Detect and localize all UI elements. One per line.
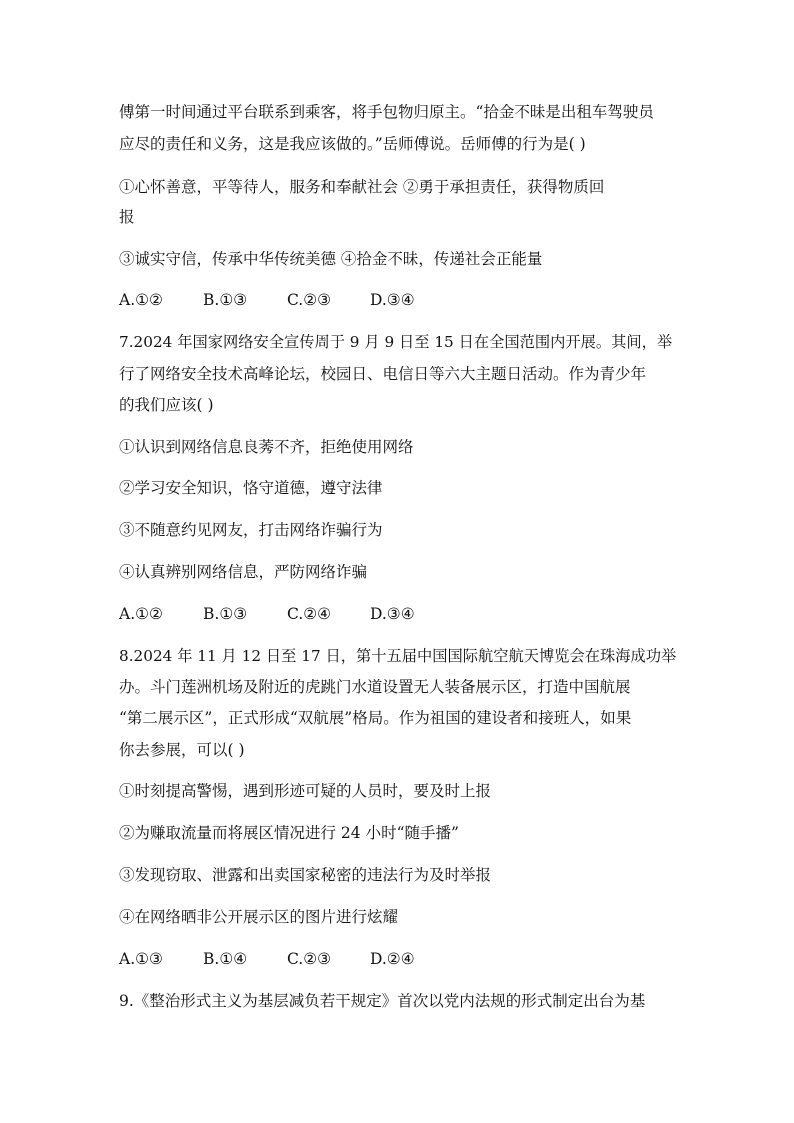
q6-option-d[interactable]: D.③④ — [370, 291, 415, 309]
q6-stem-line-2: 应尽的责任和义务，这是我应该做的。”岳师傅说。岳师傅的行为是( ) — [119, 135, 586, 153]
q9-stem-line-1: 9.《整治形式主义为基层减负若干规定》首次以党内法规的形式制定出台为基 — [119, 992, 646, 1010]
q8-options — [119, 948, 415, 970]
q6-item-line-3: ③诚实守信，传承中华传统美德 ④拾金不昧，传递社会正能量 — [119, 250, 543, 268]
q7-option-d[interactable]: D.③④ — [370, 605, 415, 623]
q8-option-a[interactable]: A.①③ — [119, 950, 163, 968]
q8-stem-line-3: “第二展示区”，正式形成“双航展”格局。作为祖国的建设者和接班人，如果 — [119, 709, 632, 727]
q6-option-b[interactable]: B.①③ — [203, 291, 248, 309]
q7-stem-line-3: 的我们应该( ) — [119, 396, 214, 414]
q7-stem-line-2: 行了网络安全技术高峰论坛，校园日、电信日等六大主题日活动。作为青少年 — [119, 365, 647, 383]
q8-stem-line-2: 办。斗门莲洲机场及附近的虎跳门水道设置无人装备展示区，打造中国航展 — [119, 678, 631, 696]
q7-item-line-4: ④认真辨别网络信息，严防网络诈骗 — [119, 563, 368, 581]
q8-item-line-4: ④在网络晒非公开展示区的图片进行炫耀 — [119, 908, 399, 926]
q8-option-b[interactable]: B.①④ — [203, 950, 248, 968]
q6-item-line-2: 报 — [119, 208, 135, 226]
q6-options — [119, 289, 415, 311]
q8-option-d[interactable]: D.②④ — [370, 950, 415, 968]
q7-option-b[interactable]: B.①③ — [203, 605, 248, 623]
q8-stem-line-4: 你去参展，可以( ) — [119, 741, 245, 759]
q7-item-line-3: ③不随意约见网友，打击网络诈骗行为 — [119, 521, 383, 539]
q7-item-line-2: ②学习安全知识，恪守道德，遵守法律 — [119, 479, 383, 497]
q8-stem-line-1: 8.2024 年 11 月 12 日至 17 日，第十五届中国国际航空航天博览会在珠海成功举 — [119, 647, 677, 665]
q8-item-line-1: ①时刻提高警惕，遇到形迹可疑的人员时，要及时上报 — [119, 782, 492, 800]
q8-item-line-2: ②为赚取流量而将展区情况进行 24 小时“随手播” — [119, 824, 459, 842]
q8-item-line-3: ③发现窃取、泄露和出卖国家秘密的违法行为及时举报 — [119, 866, 492, 884]
q7-options — [119, 603, 415, 625]
q7-stem-line-1: 7.2024 年国家网络安全宣传周于 9 月 9 日至 15 日在全国范围内开展。其间，举 — [119, 333, 673, 351]
q8-option-c[interactable]: C.②③ — [287, 950, 332, 968]
q6-item-line-1: ①心怀善意，平等待人，服务和奉献社会 ②勇于承担责任，获得物质回 — [119, 178, 605, 196]
q7-option-c[interactable]: C.②④ — [287, 605, 332, 623]
q6-stem-line-1: 傅第一时间通过平台联系到乘客，将手包物归原主。“拾金不昧是出租车驾驶员 — [119, 103, 654, 121]
q6-option-c[interactable]: C.②③ — [287, 291, 332, 309]
q7-option-a[interactable]: A.①② — [119, 605, 163, 623]
q7-item-line-1: ①认识到网络信息良莠不齐，拒绝使用网络 — [119, 438, 414, 456]
q6-option-a[interactable]: A.①② — [119, 291, 163, 309]
